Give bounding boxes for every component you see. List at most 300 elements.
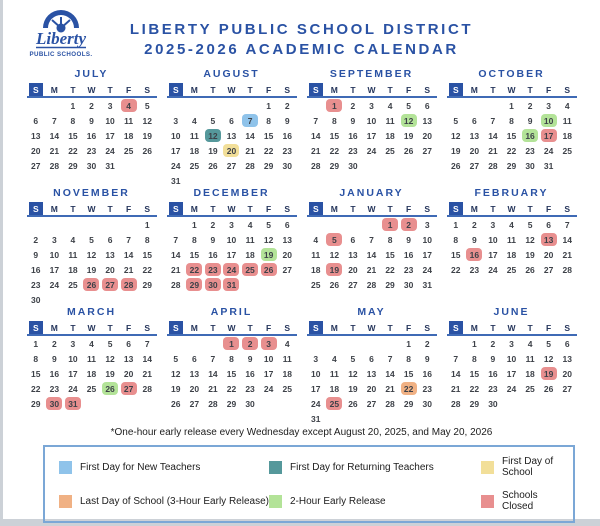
week-row xyxy=(167,262,297,277)
weekday-label: F xyxy=(546,84,552,95)
day-number: 5 xyxy=(144,100,150,111)
week-row xyxy=(447,98,577,113)
day-cell xyxy=(167,232,186,247)
day-cell xyxy=(45,247,64,262)
day-cell xyxy=(185,232,204,247)
day-cell xyxy=(101,232,120,247)
day-cell xyxy=(558,232,577,247)
day-number: 16 xyxy=(422,368,432,379)
day-number: 10 xyxy=(105,115,115,126)
day-cell xyxy=(325,381,344,396)
day-cell xyxy=(447,143,466,158)
day-number: 15 xyxy=(263,130,274,141)
day-cell xyxy=(399,128,418,143)
day-number: 3 xyxy=(546,100,551,111)
day-number: 28 xyxy=(49,160,60,171)
weekday-sunday: S xyxy=(309,202,323,215)
day-cell xyxy=(465,217,484,232)
day-cell xyxy=(539,247,558,262)
day-number: 21 xyxy=(142,368,152,379)
day-number: 3 xyxy=(313,353,319,364)
day-cell xyxy=(64,351,83,366)
day-number: 5 xyxy=(350,353,356,364)
day-number: 24 xyxy=(311,398,321,409)
day-cell xyxy=(465,351,484,366)
day-cell xyxy=(259,232,278,247)
legend-label: 2-Hour Early Release xyxy=(290,495,386,507)
day-number: 2 xyxy=(424,338,430,349)
weekday-label: M xyxy=(50,84,58,95)
day-cell xyxy=(119,262,138,277)
day-number: 21 xyxy=(366,264,377,275)
day-number: 6 xyxy=(284,219,290,230)
day-cell xyxy=(119,247,138,262)
day-number: 5 xyxy=(210,115,216,126)
day-cell-empty xyxy=(344,411,363,426)
week-row xyxy=(167,366,297,381)
day-cell xyxy=(465,366,484,381)
week-row xyxy=(447,396,577,411)
day-number: 16 xyxy=(488,368,498,379)
day-cell xyxy=(521,113,540,128)
day-number: 14 xyxy=(311,130,321,141)
day-number: 5 xyxy=(453,115,459,126)
day-number: 25 xyxy=(68,279,78,290)
day-number: 5 xyxy=(546,338,551,349)
day-number: 21 xyxy=(245,145,255,156)
day-number: 6 xyxy=(471,115,477,126)
weekday-sunday: S xyxy=(169,83,183,96)
week-row xyxy=(167,173,297,188)
day-number: 19 xyxy=(86,264,97,275)
day-cell xyxy=(381,128,400,143)
day-cell xyxy=(138,366,157,381)
day-highlight-closed: 1 xyxy=(326,99,342,112)
day-number: 8 xyxy=(229,353,234,364)
day-number: 21 xyxy=(208,383,218,394)
day-cell-empty xyxy=(119,292,138,307)
day-cell xyxy=(101,98,120,113)
day-number: 22 xyxy=(68,145,78,156)
weekday-label: F xyxy=(126,203,132,214)
day-number: 2 xyxy=(350,100,356,111)
day-number: 10 xyxy=(263,353,274,364)
day-number: 29 xyxy=(506,160,517,171)
weekday-label: T xyxy=(70,84,76,95)
day-number: 18 xyxy=(189,145,200,156)
day-number: 9 xyxy=(210,234,216,245)
day-cell xyxy=(539,128,558,143)
day-cell xyxy=(502,98,521,113)
day-number: 4 xyxy=(191,115,197,126)
day-cell xyxy=(82,143,101,158)
day-cell xyxy=(82,232,101,247)
week-row xyxy=(447,158,577,173)
day-number: 30 xyxy=(403,279,414,290)
day-number: 21 xyxy=(385,383,395,394)
day-number: 25 xyxy=(385,145,395,156)
day-cell xyxy=(185,351,204,366)
month-title: MARCH xyxy=(66,306,117,318)
day-cell xyxy=(558,217,577,232)
week-row xyxy=(167,351,297,366)
weekday-header-row xyxy=(447,83,577,98)
day-cell xyxy=(307,411,326,426)
day-cell xyxy=(278,143,297,158)
weekday-sunday: S xyxy=(449,202,463,215)
day-number: 5 xyxy=(406,100,411,111)
day-number: 1 xyxy=(191,219,197,230)
day-cell xyxy=(64,232,83,247)
day-number: 21 xyxy=(311,145,321,156)
day-cell xyxy=(259,158,278,173)
week-row xyxy=(27,366,157,381)
day-highlight-closed: 26 xyxy=(261,263,277,276)
day-cell xyxy=(465,232,484,247)
week-row xyxy=(307,351,437,366)
day-cell-empty xyxy=(362,411,381,426)
day-cell xyxy=(27,366,46,381)
day-number: 19 xyxy=(105,368,115,379)
week-row xyxy=(167,336,297,351)
day-cell xyxy=(307,381,326,396)
day-number: 20 xyxy=(348,264,358,275)
day-cell xyxy=(45,158,64,173)
day-cell xyxy=(119,366,138,381)
day-number: 27 xyxy=(31,160,41,171)
day-cell xyxy=(101,128,120,143)
day-cell xyxy=(204,143,223,158)
day-cell xyxy=(362,277,381,292)
day-number: 9 xyxy=(284,115,290,126)
weekday-header-row xyxy=(167,202,297,217)
day-highlight-closed: 19 xyxy=(541,367,557,380)
weekday-label: T xyxy=(490,203,496,214)
week-row xyxy=(167,247,297,262)
day-cell xyxy=(399,366,418,381)
day-cell xyxy=(101,113,120,128)
day-cell-empty xyxy=(119,158,138,173)
day-number: 4 xyxy=(527,338,533,349)
day-number: 19 xyxy=(403,130,414,141)
day-number: 6 xyxy=(229,115,234,126)
day-number: 1 xyxy=(266,100,271,111)
day-cell-empty xyxy=(325,336,344,351)
day-number: 28 xyxy=(171,279,181,290)
day-cell xyxy=(185,277,204,292)
day-cell xyxy=(278,381,297,396)
day-cell xyxy=(119,351,138,366)
day-cell xyxy=(138,262,157,277)
header xyxy=(3,0,600,64)
day-cell xyxy=(521,128,540,143)
week-row xyxy=(167,396,297,411)
day-number: 14 xyxy=(451,368,461,379)
day-cell xyxy=(27,232,46,247)
weekday-label: T xyxy=(247,84,253,95)
day-number: 18 xyxy=(68,264,78,275)
month-january xyxy=(307,187,437,291)
day-number: 13 xyxy=(366,368,377,379)
weekday-label: S xyxy=(144,322,151,333)
day-number: 27 xyxy=(282,264,292,275)
day-cell xyxy=(64,336,83,351)
day-number: 8 xyxy=(33,353,39,364)
day-number: 23 xyxy=(525,145,535,156)
day-cell xyxy=(539,217,558,232)
day-number: 9 xyxy=(247,353,253,364)
day-number: 24 xyxy=(263,383,274,394)
day-number: 9 xyxy=(33,249,39,260)
day-cell xyxy=(204,351,223,366)
day-cell xyxy=(539,336,558,351)
day-number: 25 xyxy=(506,264,517,275)
day-number: 9 xyxy=(51,353,57,364)
day-number: 17 xyxy=(488,249,498,260)
day-cell-empty xyxy=(259,173,278,188)
day-cell xyxy=(521,366,540,381)
day-number: 6 xyxy=(350,234,356,245)
day-number: 12 xyxy=(525,234,535,245)
day-highlight-closed: 23 xyxy=(205,263,221,276)
day-number: 14 xyxy=(49,130,60,141)
day-cell-empty xyxy=(259,277,278,292)
day-cell xyxy=(539,98,558,113)
day-cell xyxy=(222,247,241,262)
day-cell xyxy=(418,113,437,128)
day-cell xyxy=(539,113,558,128)
day-cell xyxy=(307,351,326,366)
day-cell-empty xyxy=(381,411,400,426)
day-cell xyxy=(362,247,381,262)
day-cell xyxy=(362,262,381,277)
liberty-crown-icon xyxy=(28,6,94,62)
day-cell xyxy=(278,336,297,351)
day-highlight-closed: 3 xyxy=(261,337,277,350)
day-cell-empty xyxy=(259,396,278,411)
day-cell xyxy=(138,351,157,366)
legend-label: First Day for New Teachers xyxy=(80,461,201,473)
day-cell xyxy=(362,98,381,113)
weekday-label: T xyxy=(527,84,533,95)
day-number: 12 xyxy=(86,249,97,260)
day-number: 8 xyxy=(406,353,411,364)
weekday-label: W xyxy=(507,84,516,95)
weekday-label: S xyxy=(564,84,571,95)
day-cell xyxy=(241,247,260,262)
day-number: 9 xyxy=(490,353,496,364)
month-november xyxy=(27,187,157,305)
week-row xyxy=(447,366,577,381)
day-number: 7 xyxy=(126,234,131,245)
day-cell-empty xyxy=(119,396,138,411)
legend-item-closed xyxy=(481,490,559,512)
day-cell xyxy=(399,113,418,128)
day-number: 23 xyxy=(488,383,498,394)
month-title: FEBRUARY xyxy=(474,187,549,199)
month-august xyxy=(167,68,297,186)
day-cell xyxy=(539,232,558,247)
weekday-label: W xyxy=(507,203,516,214)
day-cell xyxy=(45,336,64,351)
day-cell-empty xyxy=(278,277,297,292)
day-number: 16 xyxy=(348,130,358,141)
day-number: 29 xyxy=(31,398,41,409)
day-number: 4 xyxy=(313,234,319,245)
day-number: 2 xyxy=(527,100,533,111)
day-number: 21 xyxy=(123,264,134,275)
day-number: 29 xyxy=(68,160,78,171)
weekday-header-row xyxy=(27,83,157,98)
week-row xyxy=(447,217,577,232)
day-number: 31 xyxy=(543,160,554,171)
day-cell xyxy=(447,351,466,366)
day-cell xyxy=(241,128,260,143)
day-number: 14 xyxy=(562,234,572,245)
weekday-label: S xyxy=(564,203,571,214)
weekday-label: T xyxy=(210,84,216,95)
day-number: 15 xyxy=(189,249,200,260)
day-number: 11 xyxy=(311,249,321,260)
legend-swatch-first_day xyxy=(481,461,494,474)
day-cell xyxy=(325,262,344,277)
weekday-label: S xyxy=(144,203,151,214)
day-cell xyxy=(465,381,484,396)
day-cell xyxy=(399,351,418,366)
day-cell xyxy=(539,351,558,366)
day-highlight-closed: 31 xyxy=(223,278,239,291)
week-row xyxy=(447,336,577,351)
day-cell-empty xyxy=(101,396,120,411)
day-cell xyxy=(27,158,46,173)
week-row xyxy=(167,277,297,292)
day-number: 21 xyxy=(171,264,181,275)
day-number: 30 xyxy=(488,398,498,409)
day-cell xyxy=(539,262,558,277)
day-cell xyxy=(325,143,344,158)
day-cell xyxy=(344,247,363,262)
day-number: 14 xyxy=(385,368,395,379)
day-cell-empty xyxy=(362,217,381,232)
day-number: 13 xyxy=(348,249,358,260)
day-number: 18 xyxy=(123,130,134,141)
day-number: 11 xyxy=(189,130,199,141)
day-number: 8 xyxy=(471,353,477,364)
week-row xyxy=(307,232,437,247)
day-cell xyxy=(325,351,344,366)
day-cell-empty xyxy=(45,292,64,307)
day-cell xyxy=(521,98,540,113)
day-number: 9 xyxy=(350,115,356,126)
day-number: 26 xyxy=(171,398,181,409)
legend-item-first_day xyxy=(481,456,559,478)
weekday-header-row xyxy=(307,202,437,217)
day-cell xyxy=(259,98,278,113)
day-number: 19 xyxy=(171,383,181,394)
day-number: 23 xyxy=(86,145,97,156)
day-cell xyxy=(502,217,521,232)
title-line-1: LIBERTY PUBLIC SCHOOL DISTRICT xyxy=(129,21,474,38)
day-cell xyxy=(307,396,326,411)
day-cell xyxy=(502,351,521,366)
day-cell xyxy=(167,351,186,366)
month-may xyxy=(307,306,437,424)
day-cell xyxy=(381,232,400,247)
day-cell xyxy=(502,336,521,351)
day-number: 2 xyxy=(471,219,477,230)
day-number: 20 xyxy=(31,145,41,156)
weekday-label: S xyxy=(424,322,431,333)
day-number: 27 xyxy=(562,383,572,394)
day-number: 22 xyxy=(329,145,340,156)
day-cell xyxy=(45,351,64,366)
day-cell xyxy=(558,98,577,113)
day-number: 13 xyxy=(105,249,115,260)
day-number: 15 xyxy=(451,249,461,260)
day-highlight-closed: 27 xyxy=(102,278,118,291)
day-number: 22 xyxy=(451,264,461,275)
day-cell xyxy=(484,381,503,396)
day-highlight-closed: 30 xyxy=(46,397,62,410)
month-march xyxy=(27,306,157,410)
day-number: 20 xyxy=(422,130,432,141)
day-cell xyxy=(101,143,120,158)
day-highlight-early_release: 19 xyxy=(261,248,277,261)
day-cell xyxy=(484,262,503,277)
weekday-label: F xyxy=(266,203,272,214)
day-number: 30 xyxy=(86,160,97,171)
day-cell xyxy=(204,232,223,247)
day-cell xyxy=(465,113,484,128)
day-cell-empty xyxy=(278,173,297,188)
day-cell xyxy=(418,396,437,411)
day-cell xyxy=(447,128,466,143)
day-number: 11 xyxy=(385,115,395,126)
weekday-label: T xyxy=(350,84,356,95)
week-row xyxy=(307,217,437,232)
day-cell xyxy=(241,232,260,247)
day-cell-empty xyxy=(418,158,437,173)
day-cell xyxy=(101,381,120,396)
weekday-label: M xyxy=(190,322,198,333)
day-cell xyxy=(185,262,204,277)
week-row xyxy=(167,143,297,158)
day-cell xyxy=(418,232,437,247)
day-number: 24 xyxy=(366,145,377,156)
weekday-label: M xyxy=(470,322,478,333)
day-number: 28 xyxy=(142,383,152,394)
day-number: 15 xyxy=(469,368,480,379)
day-number: 17 xyxy=(311,383,321,394)
day-number: 7 xyxy=(453,353,459,364)
day-cell xyxy=(27,277,46,292)
week-row xyxy=(447,262,577,277)
day-cell xyxy=(27,292,46,307)
day-number: 19 xyxy=(525,249,535,260)
day-cell xyxy=(399,262,418,277)
day-cell xyxy=(447,396,466,411)
day-cell xyxy=(418,336,437,351)
day-cell xyxy=(418,351,437,366)
day-cell xyxy=(502,381,521,396)
day-number: 4 xyxy=(247,219,253,230)
day-number: 3 xyxy=(70,338,76,349)
day-cell xyxy=(381,113,400,128)
day-cell xyxy=(362,128,381,143)
day-number: 5 xyxy=(527,219,533,230)
day-cell xyxy=(418,98,437,113)
weekday-label: M xyxy=(330,84,338,95)
